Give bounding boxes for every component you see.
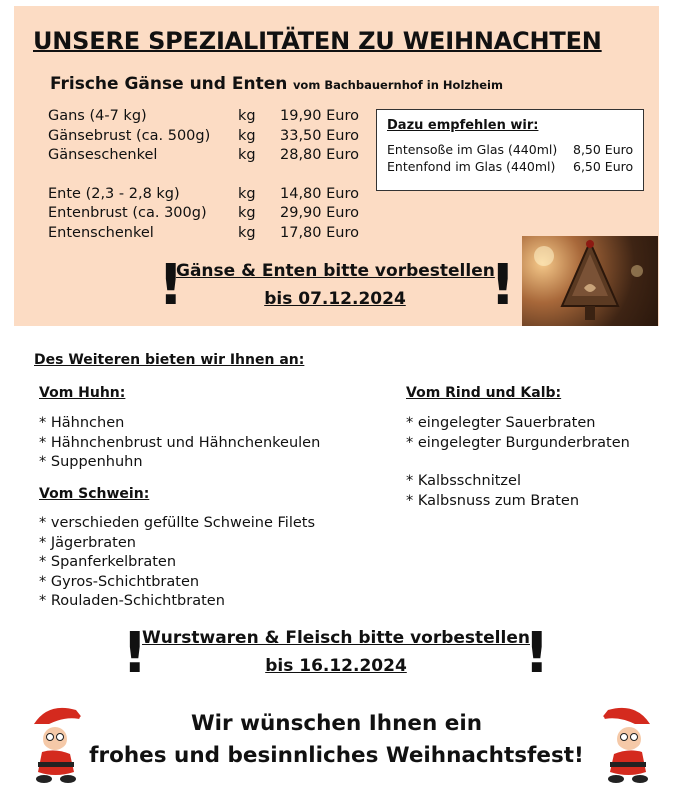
recommendation-price: 8,50 Euro [573,142,634,157]
exclamation-mark: ! [158,253,184,318]
price-item: Gänsebrust (ca. 500g) [48,127,211,144]
price-item: Gänseschenkel [48,147,158,163]
price-row [48,107,359,127]
wish-line-2: frohes und besinnliches Weihnachtsfest! [89,743,584,768]
price-value: 19,90 Euro [280,108,359,124]
subtitle-source: vom Bachbauernhof in Holzheim [292,78,503,92]
pork-heading: Vom Schwein: [39,486,150,502]
list-item: * Suppenhuhn [39,454,143,471]
list-item: * eingelegter Sauerbraten [406,415,596,431]
wooden-tree-icon [522,236,658,326]
price-item: Ente (2,3 - 2,8 kg) [48,185,180,202]
price-row [48,224,359,244]
price-unit: kg [238,127,256,144]
recommendation-box [376,109,644,191]
list-item: * Hähnchenbrust und Hähnchenkeulen [39,434,321,451]
price-value: 17,80 Euro [280,224,359,241]
list-item: * eingelegter Burgunderbraten [406,434,630,451]
order-notice-geese [176,257,494,313]
chicken-heading: Vom Huhn: [39,385,126,401]
recommendation-item: Entensoße im Glas (440ml) [387,142,558,157]
price-item: Entenschenkel [48,224,154,241]
price-row [48,127,359,147]
list-item: * Spanferkelbraten [39,554,177,571]
page-title: UNSERE SPEZIALITÄTEN ZU WEIHNACHTEN [33,27,602,55]
price-unit: kg [238,205,256,221]
recommendation-row [387,142,634,157]
price-unit: kg [238,185,256,202]
price-value: 28,80 Euro [280,147,359,163]
list-item: * Gyros-Schichtbraten [39,573,200,590]
list-item: * Rouladen-Schichtbraten [39,593,225,610]
veal-list [406,472,579,511]
order-notice-line: Gänse & Enten bitte vorbestellen [176,261,495,281]
more-offers-heading: Des Weiteren bieten wir Ihnen an: [34,352,305,368]
exclamation-mark: ! [122,621,148,686]
order-notice-line: Wurstwaren & Fleisch bitte vorbestellen [142,628,530,648]
price-table [48,107,359,243]
list-item: * Hähnchen [39,415,125,431]
price-row [48,146,359,166]
christmas-tree-photo [522,236,658,326]
recommendation-row [387,159,634,174]
order-notice-date: bis 16.12.2024 [265,656,407,676]
price-item: Entenbrust (ca. 300g) [48,205,207,221]
subtitle [50,74,503,94]
recommendation-item: Entenfond im Glas (440ml) [387,159,556,174]
price-item: Gans (4-7 kg) [48,108,147,124]
recommendation-price: 6,50 Euro [573,159,634,174]
exclamation-mark: ! [490,253,516,318]
price-row [48,204,359,224]
beef-list [406,414,630,453]
wish-line-1: Wir wünschen Ihnen ein [190,711,483,736]
price-value: 33,50 Euro [280,127,359,144]
order-notice-date: bis 07.12.2024 [264,289,406,309]
exclamation-mark: ! [524,621,550,686]
recommendation-title: Dazu empfehlen wir: [387,118,539,133]
price-row [48,185,359,205]
list-item: * verschieden gefüllte Schweine Filets [39,515,316,531]
price-unit: kg [238,108,256,124]
list-item: * Kalbsnuss zum Braten [406,492,580,509]
price-unit: kg [238,147,256,163]
price-unit: kg [238,224,256,241]
list-item: * Kalbsschnitzel [406,473,521,489]
list-item: * Jägerbraten [39,534,136,551]
beef-heading: Vom Rind und Kalb: [406,385,562,401]
order-notice-meat [140,624,532,680]
price-value: 29,90 Euro [280,205,359,221]
chicken-list [39,414,320,473]
subtitle-main: Frische Gänse und Enten [50,74,288,94]
price-value: 14,80 Euro [280,185,359,202]
pork-list [39,514,315,612]
